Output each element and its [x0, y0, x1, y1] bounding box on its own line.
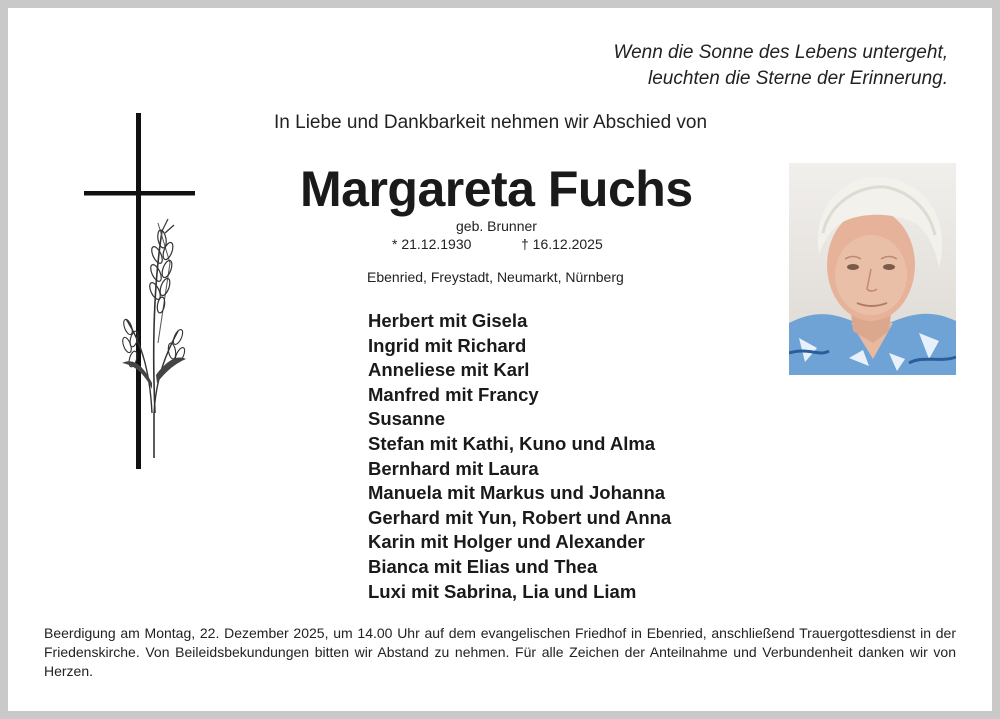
mourner-entry: Gerhard mit Yun, Robert und Anna [368, 506, 672, 528]
funeral-notice: Beerdigung am Montag, 22. Dezember 2025, um 14.00 Uhr auf dem evangelischen Friedhof in Ebenried, anschließend Trauergottesdienst in der Friedenskirche. Von Beileidsbekundungen bitten wir Abstand zu nehmen. Für alle Zeichen der Anteilnahme und Verbundenheit danken wir von Herzen. [44, 625, 956, 679]
quote-line-2: leuchten die Sterne der Erinnerung. [648, 68, 948, 89]
mourner-entry: Susanne [368, 408, 446, 430]
mourner-entry: Luxi mit Sabrina, Lia und Liam [368, 580, 637, 602]
obituary-card [8, 8, 992, 711]
places: Ebenried, Freystadt, Neumarkt, Nürnberg [367, 269, 624, 285]
mourner-entry: Manuela mit Markus und Johanna [368, 482, 666, 504]
death-date: † 16.12.2025 [521, 236, 603, 252]
intro-text: In Liebe und Dankbarkeit nehmen wir Abschied von [274, 112, 708, 133]
quote-line-1: Wenn die Sonne des Lebens untergeht, [613, 42, 948, 63]
portrait-photo [789, 163, 956, 375]
birth-date: * 21.12.1930 [392, 236, 472, 252]
mourner-entry: Herbert mit Gisela [368, 310, 528, 331]
mourners-list [368, 309, 671, 604]
mourner-entry: Anneliese mit Karl [368, 359, 530, 381]
mourner-entry: Manfred mit Francy [368, 383, 539, 405]
quote [613, 40, 948, 92]
mourner-entry: Ingrid mit Richard [368, 334, 527, 356]
mourner-entry: Karin mit Holger und Alexander [368, 531, 645, 553]
mourner-entry: Stefan mit Kathi, Kuno und Alma [368, 432, 656, 454]
mourner-entry: Bernhard mit Laura [368, 457, 539, 479]
mourner-entry: Bianca mit Elias und Thea [368, 555, 598, 577]
deceased-name: Margareta Fuchs [300, 161, 693, 217]
birth-name: geb. Brunner [456, 218, 537, 234]
cross-with-wheat-icon [82, 113, 198, 478]
